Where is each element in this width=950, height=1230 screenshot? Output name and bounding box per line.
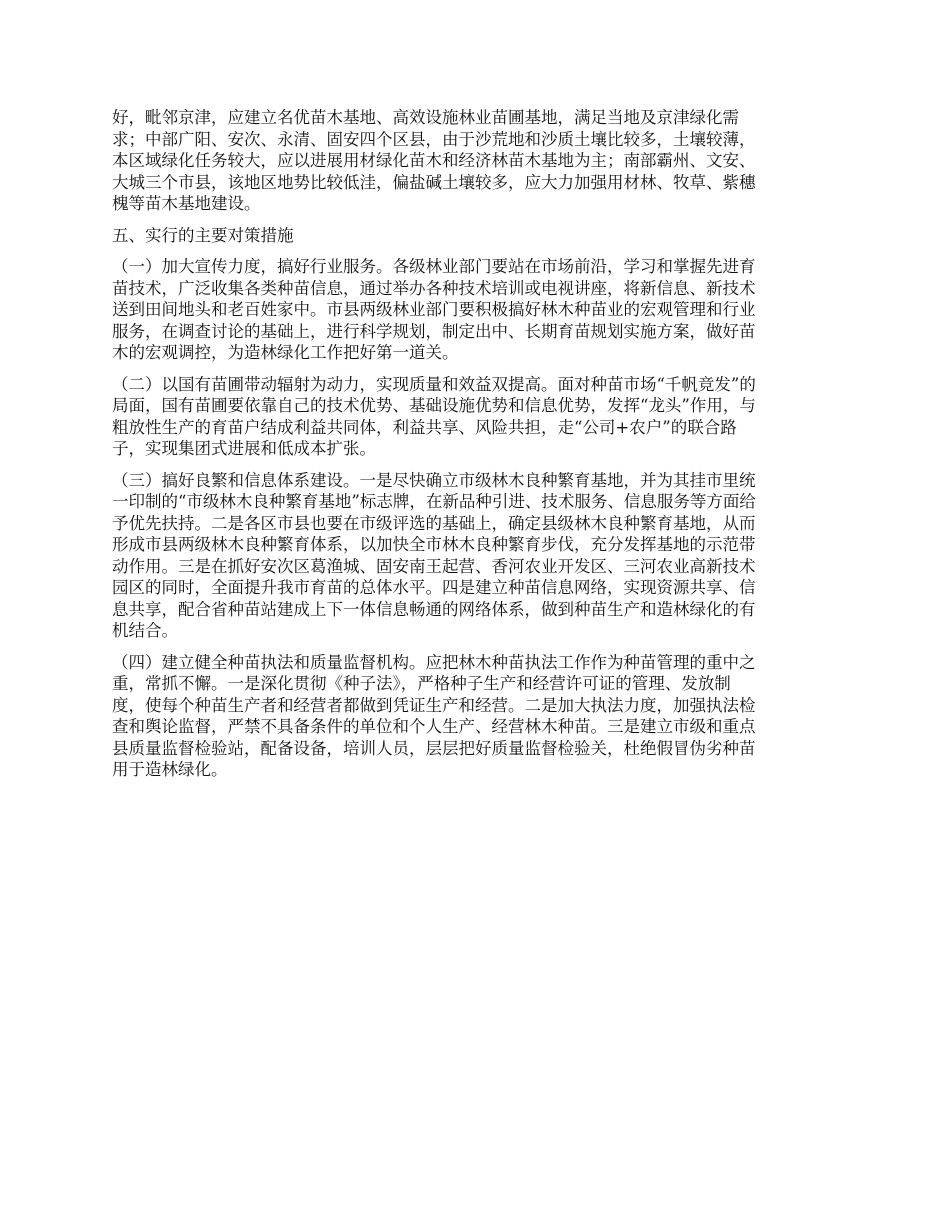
paragraph-measure-4 [112, 652, 840, 781]
paragraph-measure-1 [112, 256, 840, 364]
text-line: 机结合。 [112, 621, 178, 640]
text-line: （二）以国有苗圃带动辐射为动力，实现质量和效益双提高。面对种苗市场“千帆竞发”的 [112, 374, 756, 394]
text-line: 度，使每个种苗生产者和经营者都做到凭证生产和经营。二是加大执法力度，加强执法检 [112, 695, 756, 715]
text-line: 子，实现集团式进展和低成本扩张。 [112, 439, 376, 458]
text-line: 用于造林绿化。 [112, 760, 228, 779]
section-heading-text: 五、实行的主要对策措施 [112, 225, 294, 245]
text-line: 求；中部广阳、安次、永清、固安四个区县，由于沙荒地和沙质土壤比较多，土壤较薄， [112, 129, 756, 149]
text-line: 粗放性生产的育苗户结成利益共同体，利益共享、风险共担，走“公司+农户”的联合路 [112, 417, 737, 437]
text-line: 送到田间地头和老百姓家中。市县两级林业部门要积极搞好林木种苗业的宏观管理和行业 [112, 300, 756, 319]
text-line: （四）建立健全种苗执法和质量监督机构。应把林木种苗执法工作作为种苗管理的重中之 [112, 652, 756, 672]
text-line: 槐等苗木基地建设。 [112, 194, 261, 213]
paragraph-measure-3 [112, 470, 840, 642]
paragraph-measure-2 [112, 374, 840, 460]
text-line: 息共享，配合省种苗站建成上下一体信息畅通的网络体系，做到种苗生产和造林绿化的有 [112, 599, 756, 619]
text-line: 大城三个市县，该地区地势比较低洼，偏盐碱土壤较多，应大力加强用材林、牧草、紫穗 [112, 172, 756, 192]
text-line: 局面，国有苗圃要依靠自己的技术优势、基础设施优势和信息优势，发挥“龙头”作用，与 [112, 396, 756, 415]
text-line: 木的宏观调控，为造林绿化工作把好第一道关。 [112, 343, 459, 362]
text-line: 重，常抓不懈。一是深化贯彻《种子法》，严格种子生产和经营许可证的管理、发放制 [112, 674, 731, 693]
text-line: 查和舆论监督，严禁不具备条件的单位和个人生产、经营林木种苗。三是建立市级和重点 [112, 717, 756, 736]
text-line: 县质量监督检验站，配备设备，培训人员，层层把好质量监督检验关，杜绝假冒伪劣种苗 [112, 738, 756, 758]
text-line: 苗技术，广泛收集各类种苗信息，通过举办各种技术培训或电视讲座，将新信息、新技术 [112, 278, 756, 298]
text-line: 园区的同时，全面提升我市育苗的总体水平。四是建立种苗信息网络，实现资源共享、信 [112, 578, 756, 597]
text-line: 本区域绿化任务较大，应以进展用材绿化苗木和经济林苗木基地为主；南部霸州、文安、 [112, 151, 756, 170]
text-line: 好，毗邻京津，应建立名优苗木基地、高效设施林业苗圃基地，满足当地及京津绿化需 [112, 108, 739, 127]
text-line: 形成市县两级林木良种繁育体系，以加快全市林木良种繁育步伐，充分发挥基地的示范带 [112, 535, 756, 554]
text-line: 予优先扶持。二是各区市县也要在市级评选的基础上，确定县级林木良种繁育基地，从而 [112, 513, 756, 533]
text-line: （三）搞好良繁和信息体系建设。一是尽快确立市级林木良种繁育基地，并为其挂市里统 [112, 470, 756, 490]
document-page [112, 107, 840, 791]
text-line: 一印制的“市级林木良种繁育基地”标志牌，在新品种引进、技术服务、信息服务等方面给 [112, 492, 756, 511]
text-line: 动作用。三是在抓好安次区葛渔城、固安南王起营、香河农业开发区、三河农业高新技术 [112, 556, 756, 576]
paragraph-intro-continued [112, 107, 840, 215]
text-line: 服务，在调查讨论的基础上，进行科学规划，制定出中、长期育苗规划实施方案，做好苗 [112, 321, 756, 341]
section-heading [112, 225, 840, 247]
text-line: （一）加大宣传力度，搞好行业服务。各级林业部门要站在市场前沿，学习和掌握先进育 [112, 257, 756, 276]
